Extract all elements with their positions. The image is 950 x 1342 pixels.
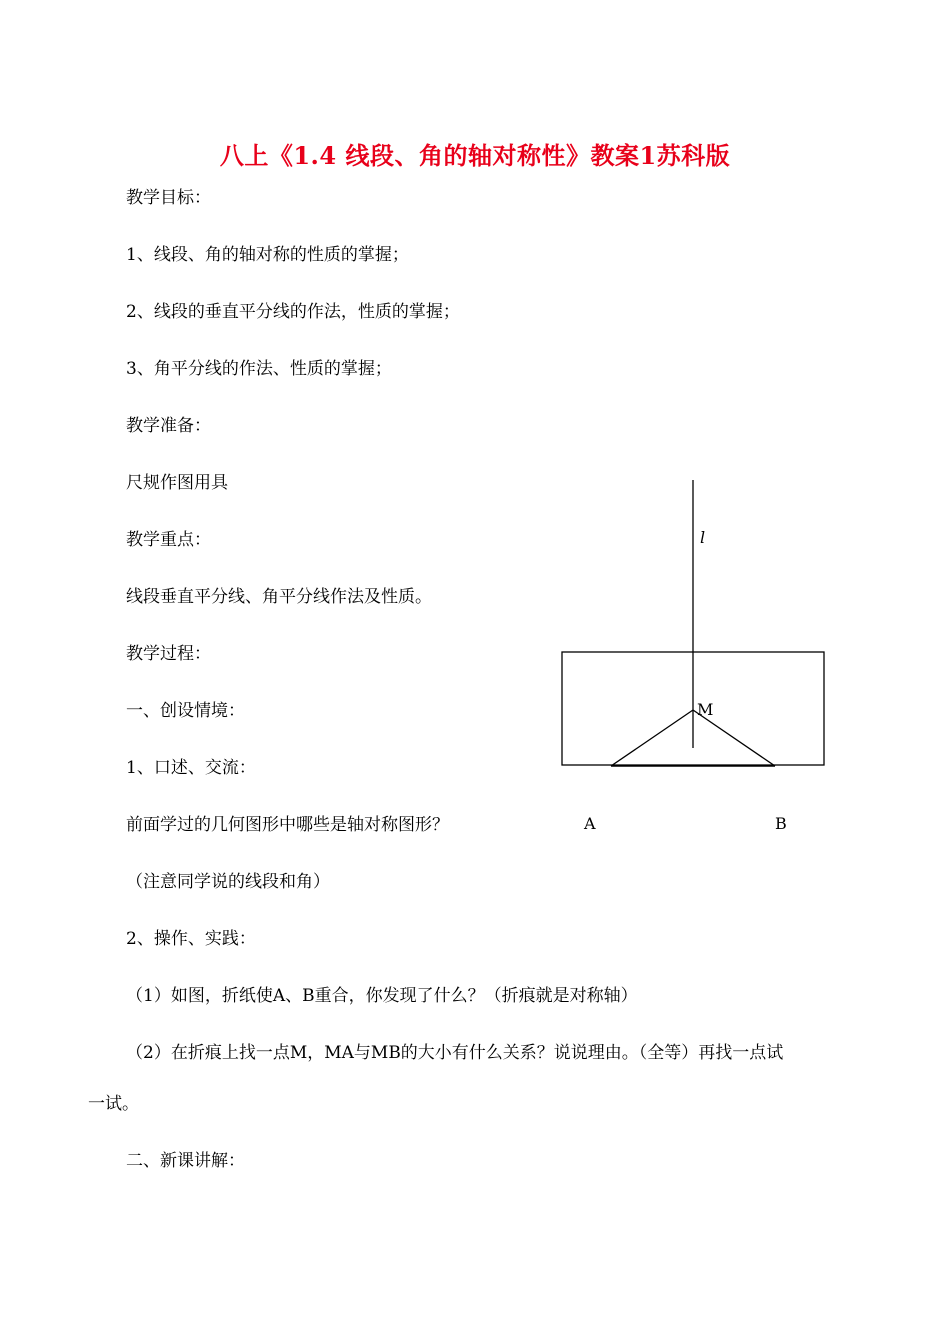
text-line: 教学过程： [126, 644, 211, 664]
text-line: 线段垂直平分线、角平分线作法及性质。 [126, 587, 432, 607]
text-line: 教学准备： [126, 416, 211, 436]
folding-diagram-svg [540, 470, 860, 850]
folding-diagram [540, 470, 860, 850]
text-line: 二、新课讲解： [126, 1151, 245, 1171]
label-a: A [584, 814, 596, 833]
text-line: 2、操作、实践： [126, 929, 256, 949]
label-m: M [697, 700, 714, 719]
text-line: 前面学过的几何图形中哪些是轴对称图形？ [126, 815, 449, 835]
text-line: 一试。 [88, 1094, 139, 1114]
text-line: 教学目标： [126, 188, 211, 208]
text-line: 3、角平分线的作法、性质的掌握； [126, 359, 392, 379]
label-b: B [775, 814, 787, 833]
text-line: 尺规作图用具 [126, 473, 228, 493]
document-title: 八上《1.4 线段、角的轴对称性》教案1苏科版 [219, 141, 731, 170]
text-line: 1、口述、交流： [126, 758, 256, 778]
text-line: （1）如图，折纸使A、B重合，你发现了什么？（折痕就是对称轴） [126, 986, 638, 1006]
text-line: 1、线段、角的轴对称的性质的掌握； [126, 245, 409, 265]
segment-ma [611, 710, 693, 766]
label-l: l [700, 528, 706, 547]
text-line: （注意同学说的线段和角） [126, 872, 330, 892]
text-line: （2）在折痕上找一点M，MA与MB的大小有什么关系？说说理由。（全等）再找一点试 [126, 1043, 784, 1063]
text-line: 一、创设情境： [126, 701, 245, 721]
text-line: 教学重点： [126, 530, 211, 550]
text-line: 2、线段的垂直平分线的作法，性质的掌握； [126, 302, 460, 322]
